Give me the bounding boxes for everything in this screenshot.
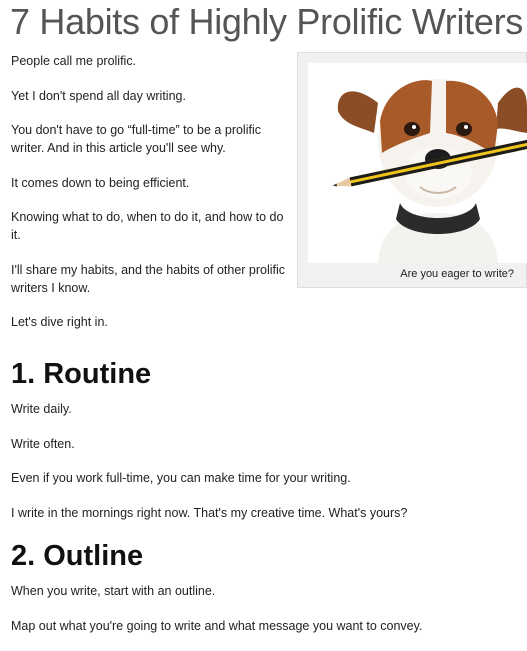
paragraph: Write often. xyxy=(11,436,75,451)
intro-text xyxy=(11,52,291,348)
paragraph: People call me prolific. xyxy=(11,54,137,68)
paragraph: I'll share my habits, and the habits of other prolific writers I know. xyxy=(11,262,286,295)
paragraph: Let's dive right in. xyxy=(11,315,108,329)
article-figure xyxy=(297,52,527,288)
section-body-routine xyxy=(11,400,521,538)
paragraph: Map out what you're going to write and what message you want to convey. xyxy=(11,618,423,633)
dog-with-pencil-photo xyxy=(308,63,527,263)
paragraph: When you write, start with an outline. xyxy=(11,584,216,598)
dog-illustration xyxy=(308,63,527,263)
section-heading-routine: 1. Routine xyxy=(11,358,152,390)
paragraph: Write daily. xyxy=(11,402,72,416)
paragraph: Yet I don't spend all day writing. xyxy=(11,88,186,103)
section-body-outline xyxy=(11,582,521,651)
paragraph: It comes down to being efficient. xyxy=(11,175,190,190)
paragraph: Knowing what to do, when to do it, and how to do it. xyxy=(11,210,284,242)
figure-caption: Are you eager to write? xyxy=(400,268,514,280)
paragraph: You don't have to go “full-time” to be a prolific writer. And in this article you'll see why. xyxy=(11,123,261,155)
paragraph: I write in the mornings right now. That's my creative time. What's yours? xyxy=(11,505,408,520)
paragraph: Even if you work full-time, you can make time for your writing. xyxy=(11,471,351,485)
page-title: 7 Habits of Highly Prolific Writers xyxy=(10,1,523,42)
section-heading-outline: 2. Outline xyxy=(11,540,144,572)
